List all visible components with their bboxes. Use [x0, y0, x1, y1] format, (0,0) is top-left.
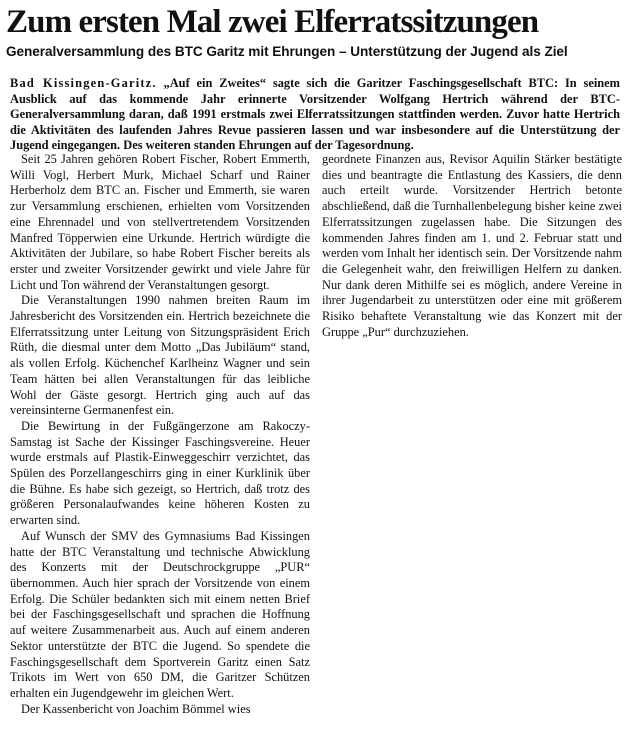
- body-column-left: [10, 152, 310, 717]
- paragraph: Der Kassenbericht von Joachim Bömmel wies: [21, 701, 251, 716]
- dateline: Bad Kissingen-Garitz.: [10, 76, 157, 90]
- paragraph: Auf Wunsch der SMV des Gymnasiums Bad Kissingen hatte der BTC Veranstaltung und technische Abwicklung des Konzerts mit der Deutschrockgruppe „PUR“ übernommen. Auch hier sprach der Vorsitzende von einem Erfolg. Die Schüler bedankten sich mit einem netten Brief bei der Faschingsgesellschaft und sprachen die Hoffnung auf weitere Zusammenarbeit aus. Auch auf einem anderen Sektor unterstützte der BTC die Jugend. So spendete die Faschingsgesellschaft dem Sportverein Garitz einen Satz Trikots im Wert von 650 DM, die Garitzer Schützen erhalten ein Jugendgewehr im gleichen Wert.: [10, 528, 310, 700]
- lead-text: „Auf ein Zweites“ sagte sich die Garitzer Faschingsgesellschaft BTC: In seinem Ausblick auf das kommende Jahr erinnerte Vorsitzender Wolfgang Hertrich während der BTC-Generalversammlung daran, daß 1991 erstmals zwei Elferratssitzungen stattfinden werden. Zuvor hatte Hertrich die Aktivitäten des laufenden Jahres Revue passieren lassen und war insbesondere auf die Unterstützung der Jugend eingegangen. Des weiteren standen Ehrungen auf der Tagesordnung.: [10, 76, 620, 153]
- paragraph: Die Bewirtung in der Fußgängerzone am Rakoczy-Samstag ist Sache der Kissinger Faschingsvereine. Heuer wurde erstmals auf Plastik-Einweggeschirr verzichtet, das Spülen des Porzellangeschirrs ging in einer Kurklinik über die Bühne. Es habe sich gezeigt, so Hertrich, daß trotz des größeren Personalaufwandes keine höheren Kosten zu erwarten sind.: [10, 418, 310, 528]
- subheadline: Generalversammlung des BTC Garitz mit Ehrungen – Unterstützung der Jugend als Ziel: [6, 44, 568, 59]
- headline: Zum ersten Mal zwei Elferratssitzungen: [6, 4, 539, 40]
- paragraph: Seit 25 Jahren gehören Robert Fischer, Robert Emmerth, Willi Vogl, Herbert Murk, Michael Scharf und Rainer Herberholz dem BTC an. Fischer und Emmerth, sie waren zur Versammlung erschienen, erhielten vom Vorsitzenden eine Ehrennadel und von stellvertretendem Vorsitzenden Manfred Töpperwien eine Urkunde. Hertrich würdigte die Aktivitäten der Jubilare, so habe Robert Fischer bereits als erster und zweiter Vorsitzender gewirkt und viele Jahre für Licht und Ton während der Veranstaltungen gesorgt.: [10, 152, 310, 292]
- lead-paragraph: [10, 76, 620, 154]
- paragraph: Die Veranstaltungen 1990 nahmen breiten Raum im Jahresbericht des Vorsitzenden ein. Hertrich bezeichnete die Elferratssitzung unter Leitung von Sitzungspräsident Erich Rüth, die diesmal unter dem Motto „Das Jubiläum“ stand, als vollen Erfolg. Küchenchef Karlheinz Wagner und sein Team hätten bei allen Veranstaltungen für das leibliche Wohl der Gäste gesorgt. Hertrich ging auch auf das vereinsinterne Germanenfest ein.: [10, 293, 310, 418]
- paragraph: geordnete Finanzen aus, Revisor Aquilin Stärker bestätigte dies und beantragte die Entlastung des Kassiers, die denn auch erteilt wurde. Vorsitzender Hertrich betonte abschließend, daß die Turnhallenbelegung bisher keine zwei Elferratssitzungen zugelassen habe. Die Sitzungen des kommenden Jahres finden am 1. und 2. Februar statt und werden vom Inhalt her identisch sein. Der Vorsitzende nahm die Gelegenheit wahr, den freiwilligen Helfern zu danken. Nur dank deren Mithilfe sei es möglich, andere Vereine in ihrer Jugendarbeit zu unterstützen oder eine mit größerem Risiko behaftete Veranstaltung wie das Konzert mit der Gruppe „Pur“ durchzuziehen.: [322, 152, 622, 339]
- body-column-right: [322, 152, 622, 340]
